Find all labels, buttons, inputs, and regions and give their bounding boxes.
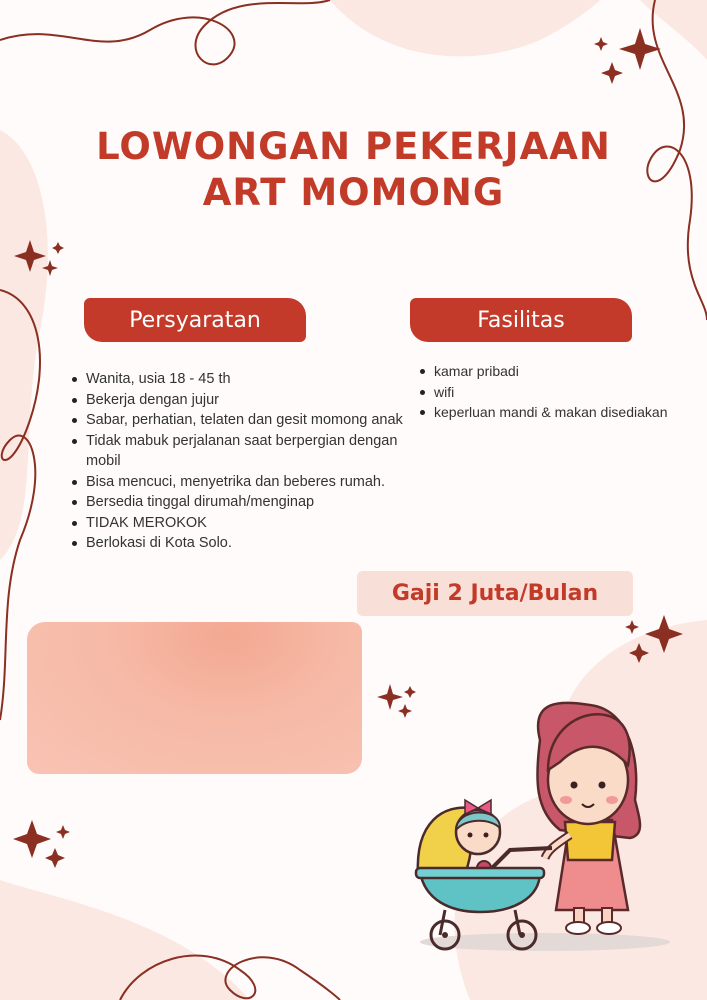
stroller-wheel-left-hub bbox=[442, 932, 448, 938]
requirement-item: Tidak mabuk perjalanan saat berpergian dengan mobil bbox=[70, 431, 410, 472]
requirement-item: TIDAK MEROKOK bbox=[70, 513, 410, 534]
title-line-2: ART MOMONG bbox=[202, 171, 505, 214]
requirements-heading: Persyaratan bbox=[84, 298, 306, 342]
facility-item: kamar pribadi bbox=[418, 361, 698, 382]
nanny-cheek-right bbox=[606, 796, 618, 804]
salary-badge: Gaji 2 Juta/Bulan bbox=[357, 571, 633, 616]
nanny-eye-right bbox=[599, 782, 606, 789]
nanny-shoe-right bbox=[597, 922, 621, 934]
requirement-item: Bekerja dengan jujur bbox=[70, 390, 410, 411]
nanny-eye-left bbox=[571, 782, 578, 789]
requirement-item: Sabar, perhatian, telaten dan gesit momong anak bbox=[70, 410, 410, 431]
baby-eye-right bbox=[484, 833, 489, 838]
requirement-item: Bersedia tinggal dirumah/menginap bbox=[70, 492, 410, 513]
nanny-cheek-left bbox=[560, 796, 572, 804]
nanny-top bbox=[565, 822, 615, 860]
facilities-heading: Fasilitas bbox=[410, 298, 632, 342]
title-line-1: LOWONGAN PEKERJAAN bbox=[96, 125, 611, 168]
requirement-item: Wanita, usia 18 - 45 th bbox=[70, 369, 410, 390]
nanny-shoe-left bbox=[566, 922, 590, 934]
baby-eye-left bbox=[468, 833, 473, 838]
stroller-rim bbox=[416, 868, 544, 878]
requirement-item: Bisa mencuci, menyetrika dan beberes rumah. bbox=[70, 472, 410, 493]
facility-item: wifi bbox=[418, 382, 698, 403]
stroller-wheel-right-hub bbox=[519, 932, 525, 938]
requirement-item: Berlokasi di Kota Solo. bbox=[70, 533, 410, 554]
facility-item: keperluan mandi & makan disediakan bbox=[418, 402, 698, 423]
